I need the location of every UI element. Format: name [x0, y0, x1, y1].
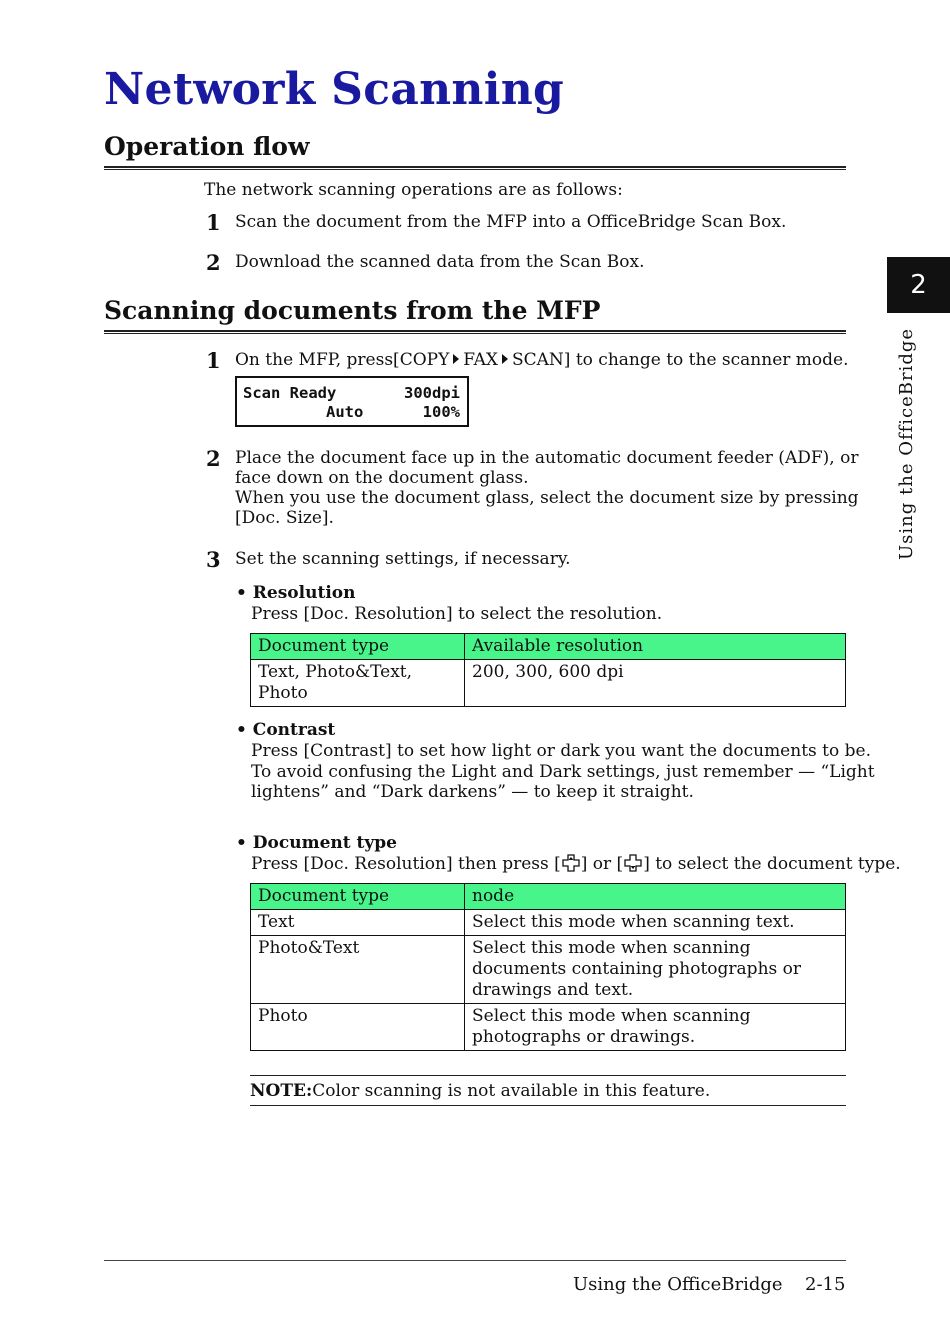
lcd-mode: Auto — [326, 403, 364, 421]
step-text-part: SCAN] to change to the scanner mode. — [512, 350, 849, 370]
step-text: Scan the document from the MFP into a OfficeBridge Scan Box. — [235, 212, 787, 232]
footer-text: Using the OfficeBridge — [573, 1274, 783, 1295]
step-number: 3 — [206, 547, 221, 572]
step-text-line: face down on the document glass. — [235, 468, 529, 488]
table-cell: Select this mode when scanning documents containing photographs or drawings and text. — [465, 936, 846, 1004]
page-title: Network Scanning — [104, 64, 565, 115]
table-header-cell: Document type — [251, 634, 465, 660]
step-text-line: When you use the document glass, select the document size by pressing — [235, 488, 859, 508]
step-number: 2 — [206, 250, 221, 275]
step-text: Download the scanned data from the Scan Box. — [235, 252, 645, 272]
bullet-text-line: Press [Contrast] to set how light or dark you want the documents to be. — [251, 741, 871, 761]
note-label: NOTE: — [250, 1081, 313, 1101]
table-header-cell: Document type — [251, 884, 465, 910]
table-cell: Text — [251, 910, 465, 936]
note-rule-bottom — [250, 1105, 846, 1106]
dpad-up-icon — [562, 854, 580, 872]
note-text: Color scanning is not available in this feature. — [312, 1081, 711, 1101]
right-triangle-icon — [502, 354, 508, 364]
step-text-line: [Doc. Size]. — [235, 508, 334, 528]
section-heading-operation-flow: Operation flow — [104, 132, 310, 161]
lcd-zoom: 100% — [422, 403, 460, 421]
bullet-label: Contrast — [252, 720, 336, 740]
table-cell: Select this mode when scanning text. — [465, 910, 846, 936]
bullet-text-part: ] to select the document type. — [643, 854, 901, 874]
note-rule-top — [250, 1075, 846, 1076]
dpad-down-icon — [624, 854, 642, 872]
page-number: 2-15 — [805, 1274, 846, 1295]
table-cell: Text, Photo&Text, Photo — [251, 660, 465, 707]
step-number: 2 — [206, 446, 221, 471]
bullet-text — [251, 854, 901, 874]
table-row — [251, 936, 846, 1004]
table-cell: Photo&Text — [251, 936, 465, 1004]
step-number: 1 — [206, 348, 221, 373]
table-cell: Photo — [251, 1004, 465, 1051]
lcd-display — [235, 376, 469, 427]
step-text-line: Place the document face up in the automatic document feeder (ADF), or — [235, 448, 859, 468]
step-text-part: FAX — [463, 350, 498, 370]
section-rule — [104, 166, 846, 170]
side-chapter-label: Using the OfficeBridge — [896, 327, 917, 560]
bullet-document-type: • Document type — [236, 833, 397, 853]
bullet-contrast: • Contrast — [236, 720, 336, 740]
bullet-resolution: • Resolution — [236, 583, 356, 603]
lcd-status: Scan Ready — [243, 384, 337, 402]
lcd-resolution: 300dpi — [404, 384, 460, 402]
bullet-label: Document type — [252, 833, 397, 853]
table-header-cell: node — [465, 884, 846, 910]
table-header-row — [251, 884, 846, 910]
bullet-text-part: ] or [ — [580, 854, 624, 874]
section-heading-scanning-documents: Scanning documents from the MFP — [104, 296, 601, 325]
table-header-cell: Available resolution — [465, 634, 846, 660]
table-cell: 200, 300, 600 dpi — [465, 660, 846, 707]
step-text-part: On the MFP, press[COPY — [235, 350, 450, 370]
table-cell: Select this mode when scanning photographs or drawings. — [465, 1004, 846, 1051]
table-row — [251, 910, 846, 936]
bullet-text-line: lightens” and “Dark darkens” — to keep it straight. — [251, 782, 694, 802]
table-row — [251, 1004, 846, 1051]
bullet-text-part: Press [Doc. Resolution] then press [ — [251, 854, 561, 874]
step-text: Set the scanning settings, if necessary. — [235, 549, 571, 569]
note — [250, 1081, 710, 1101]
document-type-table — [250, 883, 846, 1051]
bullet-label: Resolution — [252, 583, 356, 603]
table-row — [251, 660, 846, 707]
bullet-text-line: To avoid confusing the Light and Dark settings, just remember — “Light — [251, 762, 875, 782]
footer-rule — [104, 1260, 846, 1261]
bullet-text: Press [Doc. Resolution] to select the resolution. — [251, 604, 663, 624]
resolution-table — [250, 633, 846, 707]
intro-text: The network scanning operations are as follows: — [204, 180, 623, 200]
step-number: 1 — [206, 210, 221, 235]
section-rule — [104, 330, 846, 334]
chapter-tab: 2 — [887, 257, 950, 313]
right-triangle-icon — [453, 354, 459, 364]
step-text — [235, 350, 849, 370]
table-header-row — [251, 634, 846, 660]
